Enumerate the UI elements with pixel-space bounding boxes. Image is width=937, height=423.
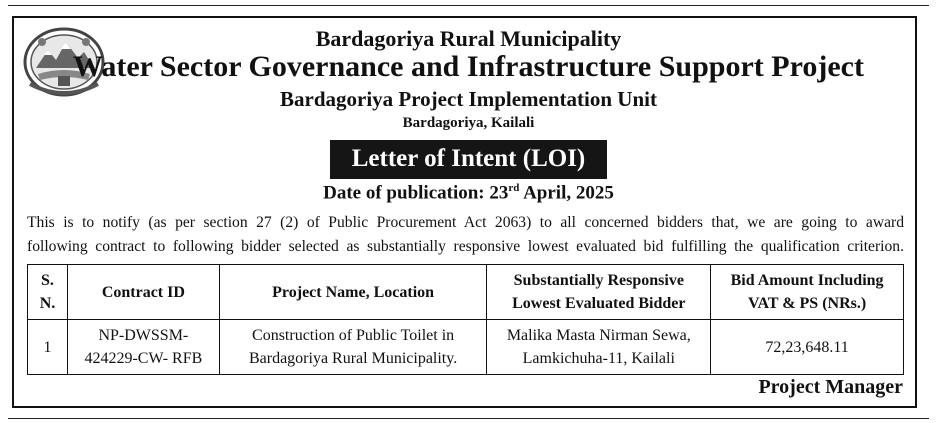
header-contract-id: Contract ID xyxy=(67,265,219,320)
award-table xyxy=(27,264,904,375)
cell-bidder: Malika Masta Nirman Sewa, Lamkichuha-11, Kailali xyxy=(487,320,711,375)
cell-project: Construction of Public Toilet in Bardagoriya Rural Municipality. xyxy=(219,320,487,375)
cell-amount: 72,23,648.11 xyxy=(711,320,904,375)
notice-body-line: This is to notify (as per section 27 (2) of Public Procurement Act 2063) to all concerned bidders that, we are going to award xyxy=(27,214,904,231)
notice-body xyxy=(27,211,904,259)
project-title: Water Sector Governance and Infrastructure Support Project xyxy=(72,50,864,83)
table-header-row xyxy=(28,265,904,320)
cell-contract-id: NP-DWSSM- 424229-CW- RFB xyxy=(67,320,219,375)
header-bidder: Substantially Responsive Lowest Evaluated Bidder xyxy=(487,265,711,320)
bottom-rule xyxy=(8,418,929,419)
notice-title-badge: Letter of Intent (LOI) xyxy=(330,140,608,179)
header-amount: Bid Amount Including VAT & PS (NRs.) xyxy=(711,265,904,320)
header-project: Project Name, Location xyxy=(219,265,487,320)
table-row xyxy=(28,320,904,375)
signature-title: Project Manager xyxy=(758,376,903,398)
header-sn: S. N. xyxy=(28,265,68,320)
publication-date: Date of publication: 23rd April, 2025 xyxy=(323,182,614,204)
cell-sn: 1 xyxy=(28,320,68,375)
notice-body-line: following contract to following bidder selected as substantially responsive lowest evaluated bid fulfilling the qualification criterion. xyxy=(27,238,904,255)
top-rule xyxy=(8,5,929,6)
location: Bardagoriya, Kailali xyxy=(402,115,535,131)
unit-name: Bardagoriya Project Implementation Unit xyxy=(280,87,657,111)
municipality-name: Bardagoriya Rural Municipality xyxy=(315,26,622,51)
